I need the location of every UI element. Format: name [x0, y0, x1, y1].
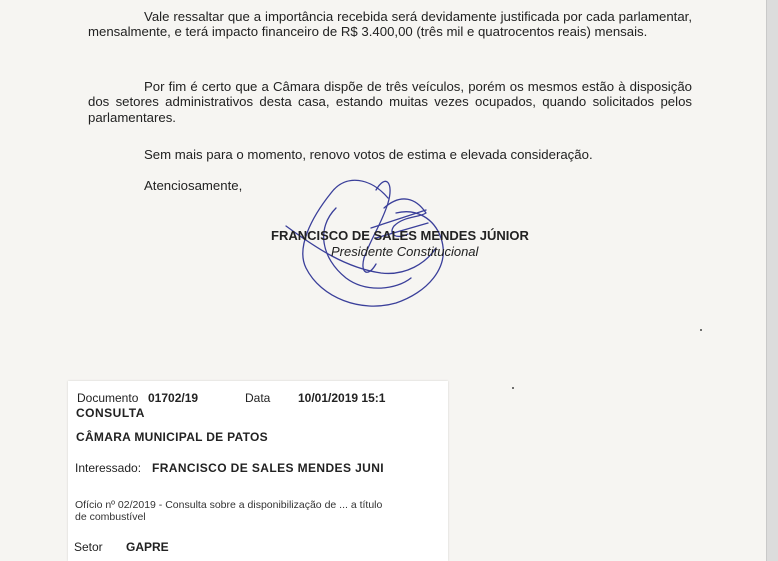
closing-salutation: Atenciosamente, — [144, 178, 243, 193]
stamp-organization: CÂMARA MUNICIPAL DE PATOS — [76, 430, 268, 444]
paragraph-financial-impact: Vale ressaltar que a importância recebida será devidamente justificada por cada parlamentar, mensalmente, e terá impacto financeiro de R$ 3.400,00 (três mil e quatrocentos reais) mensais. — [88, 9, 692, 40]
paragraph-closing-remarks: Sem mais para o momento, renovo votos de estima e elevada consideração. — [144, 147, 593, 162]
stamp-type: CONSULTA — [76, 406, 145, 420]
speck — [512, 387, 514, 389]
handwritten-signature — [276, 168, 466, 318]
stamp-date-value: 10/01/2019 15:1 — [298, 391, 386, 405]
protocol-stamp — [68, 381, 448, 561]
stamp-doc-label: Documento — [77, 391, 139, 405]
stamp-sector-value: GAPRE — [126, 540, 169, 554]
signer-title: Presidente Constitucional — [331, 244, 479, 259]
paragraph-vehicles: Por fim é certo que a Câmara dispõe de três veículos, porém os mesmos estão à disposição dos setores administrativos desta casa, estando muitas vezes ocupados, quando solicitados pelos parlamentares. — [88, 79, 692, 125]
signer-name: FRANCISCO DE SALES MENDES JÚNIOR — [271, 228, 529, 243]
stamp-doc-number: 01702/19 — [148, 391, 199, 405]
stamp-date-label: Data — [245, 391, 271, 405]
stamp-interested-label: Interessado: — [75, 461, 142, 475]
speck — [700, 329, 702, 331]
stamp-interested-value: FRANCISCO DE SALES MENDES JUNI — [152, 461, 385, 475]
stamp-sector-label: Setor — [74, 540, 103, 554]
stamp-subject: Ofício nº 02/2019 - Consulta sobre a disponibilização de ... a título de combustível — [75, 499, 383, 523]
